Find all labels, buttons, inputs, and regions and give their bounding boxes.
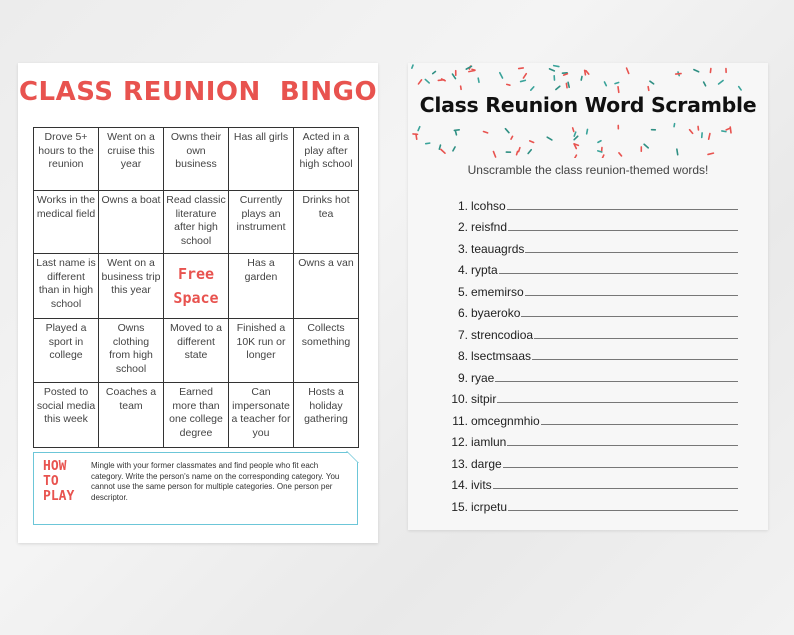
scramble-item bbox=[448, 299, 738, 321]
sprinkle bbox=[574, 132, 576, 136]
bingo-cell: Went on a cruise this year bbox=[99, 128, 164, 191]
sprinkle bbox=[598, 141, 601, 143]
sprinkle bbox=[581, 76, 582, 80]
bingo-cell: Posted to social media this week bbox=[34, 383, 99, 448]
sprinkle bbox=[531, 87, 534, 90]
scramble-item bbox=[448, 363, 738, 385]
sprinkle bbox=[615, 82, 619, 83]
bingo-cell: Owns clothing from high school bbox=[99, 319, 164, 383]
bingo-cell: Moved to a different state bbox=[164, 319, 229, 383]
scramble-item-word: ememirso bbox=[471, 284, 524, 299]
word-scramble-sheet bbox=[408, 63, 768, 530]
scramble-item-word: reisfnd bbox=[471, 220, 508, 234]
answer-line[interactable] bbox=[532, 358, 738, 360]
bingo-cell: Drove 5+ hours to the reunion bbox=[34, 128, 99, 191]
scramble-item-word: lsectmsaas bbox=[471, 349, 532, 363]
bingo-cell: Hosts a holiday gathering bbox=[294, 383, 359, 448]
scramble-title: Class Reunion Word Scramble bbox=[419, 93, 757, 117]
sprinkle bbox=[739, 87, 741, 90]
scramble-item-word: rypta bbox=[471, 263, 498, 277]
sprinkle bbox=[441, 149, 445, 153]
scramble-item-number: 6. bbox=[457, 306, 468, 320]
answer-line[interactable] bbox=[541, 423, 738, 425]
sprinkle bbox=[573, 128, 574, 132]
sprinkle bbox=[564, 74, 568, 75]
sprinkle bbox=[426, 143, 430, 144]
sprinkle bbox=[500, 73, 503, 78]
bingo-cell: Went on a business trip this year bbox=[99, 254, 164, 319]
sprinkle bbox=[472, 69, 475, 70]
sprinkle bbox=[674, 124, 675, 127]
bingo-cell: Owns a van bbox=[294, 254, 359, 319]
sprinkle bbox=[505, 129, 509, 133]
scramble-item-number: 8. bbox=[457, 349, 468, 363]
sprinkle bbox=[493, 152, 495, 157]
sprinkle bbox=[722, 131, 726, 132]
sprinkle bbox=[726, 128, 730, 130]
sprinkle bbox=[602, 155, 604, 158]
answer-line[interactable] bbox=[508, 509, 738, 511]
sprinkle bbox=[598, 151, 602, 152]
scramble-item-number: 11. bbox=[452, 413, 468, 428]
sprinkle bbox=[554, 66, 559, 67]
answer-line[interactable] bbox=[507, 208, 738, 210]
bingo-cell: Read classic literature after high school bbox=[164, 191, 229, 254]
answer-line[interactable] bbox=[525, 251, 738, 253]
sprinkle bbox=[453, 147, 455, 151]
bingo-cell: Coaches a team bbox=[99, 383, 164, 448]
sprinkle bbox=[644, 144, 648, 148]
sprinkle bbox=[648, 87, 649, 91]
sprinkle bbox=[523, 74, 526, 78]
answer-line[interactable] bbox=[534, 337, 738, 339]
sprinkle bbox=[618, 87, 619, 93]
sprinkle bbox=[530, 141, 534, 143]
scramble-item-word: icrpetu bbox=[471, 499, 508, 514]
scramble-item-word: byaeroko bbox=[471, 306, 521, 320]
scramble-item-word: omcegnmhio bbox=[471, 413, 540, 428]
bingo-cell: Acted in a play after high school bbox=[294, 128, 359, 191]
bingo-cell: Has all girls bbox=[229, 128, 294, 191]
sprinkle bbox=[556, 86, 560, 89]
sprinkle bbox=[418, 80, 421, 84]
answer-line[interactable] bbox=[521, 315, 738, 317]
sprinkle bbox=[568, 82, 569, 87]
scramble-item-word: iamlun bbox=[471, 435, 507, 449]
how-to-play-instructions: Mingle with your former classmates and find people who fit each category. Write the person's name on the corresponding category. You cannot use the same person for multiple categories. One person per descriptor. bbox=[91, 461, 340, 502]
scramble-item-word: ivits bbox=[471, 478, 492, 492]
sprinkle bbox=[627, 68, 629, 73]
sprinkle bbox=[478, 78, 479, 82]
how-to-play-label-line: PLAY bbox=[43, 489, 75, 504]
sprinkle bbox=[418, 127, 420, 131]
sprinkle bbox=[575, 155, 577, 158]
sprinkle bbox=[587, 129, 588, 133]
sprinkle bbox=[484, 132, 488, 133]
sprinkle bbox=[709, 134, 710, 140]
scramble-item bbox=[448, 342, 738, 364]
answer-line[interactable] bbox=[495, 380, 738, 382]
how-to-play-label-line: HOW bbox=[43, 459, 67, 474]
sprinkle bbox=[676, 74, 681, 75]
answer-line[interactable] bbox=[497, 401, 738, 403]
sprinkle bbox=[528, 150, 531, 154]
bingo-cell: Last name is different than in high school bbox=[34, 254, 99, 319]
sprinkle bbox=[690, 130, 693, 134]
scramble-item-number: 15. bbox=[451, 499, 468, 514]
sprinkle bbox=[604, 82, 606, 86]
sprinkle bbox=[519, 68, 524, 69]
bingo-cell: Finished a 10K run or longer bbox=[229, 319, 294, 383]
scramble-item-number: 10. bbox=[451, 392, 468, 406]
bingo-free-space: Free Space bbox=[164, 254, 229, 319]
scramble-item-word: lcohso bbox=[471, 198, 506, 213]
scramble-item bbox=[448, 385, 738, 407]
sprinkle bbox=[650, 81, 654, 84]
bingo-cell: Collects something bbox=[294, 319, 359, 383]
answer-line[interactable] bbox=[499, 272, 738, 274]
scramble-item-word: strencodioa bbox=[471, 327, 534, 342]
scramble-item-number: 1. bbox=[457, 198, 468, 213]
bingo-grid bbox=[33, 127, 359, 448]
scramble-item-word: teauagrds bbox=[471, 241, 525, 256]
sprinkle bbox=[507, 84, 510, 85]
scramble-item bbox=[448, 234, 738, 256]
bingo-cell: Owns a boat bbox=[99, 191, 164, 254]
scramble-item bbox=[448, 256, 738, 278]
sprinkle bbox=[719, 80, 724, 84]
scramble-item bbox=[448, 428, 738, 450]
sprinkle bbox=[517, 151, 518, 154]
scramble-subtitle: Unscramble the class reunion-themed words! bbox=[467, 163, 709, 177]
sprinkle bbox=[550, 69, 555, 71]
scramble-item-number: 9. bbox=[457, 370, 468, 385]
sprinkle bbox=[454, 130, 459, 131]
sprinkle bbox=[708, 153, 713, 154]
scramble-item bbox=[448, 406, 738, 428]
answer-line[interactable] bbox=[503, 466, 738, 468]
sprinkle bbox=[694, 70, 699, 72]
bingo-title: CLASS REUNION BINGO bbox=[18, 77, 378, 107]
scramble-item-number: 12. bbox=[451, 435, 468, 449]
sprinkle bbox=[586, 71, 589, 74]
scramble-item-number: 7. bbox=[457, 327, 468, 342]
sprinkle bbox=[461, 86, 462, 89]
answer-line[interactable] bbox=[508, 229, 738, 231]
bingo-cell: Works in the medical field bbox=[34, 191, 99, 254]
sprinkle bbox=[519, 148, 520, 152]
sprinkle bbox=[704, 82, 706, 86]
sprinkle bbox=[619, 153, 622, 156]
scramble-item-number: 14. bbox=[451, 478, 468, 492]
sprinkle bbox=[433, 72, 436, 74]
scramble-item-word: darge bbox=[471, 456, 502, 471]
sprinkle bbox=[439, 145, 440, 149]
bingo-cell: Can impersonate a teacher for you bbox=[229, 383, 294, 448]
bingo-cell: Drinks hot tea bbox=[294, 191, 359, 254]
sprinkle bbox=[521, 80, 526, 81]
bingo-cell: Owns their own business bbox=[164, 128, 229, 191]
answer-line[interactable] bbox=[525, 294, 738, 296]
scramble-item bbox=[448, 320, 738, 342]
answer-line[interactable] bbox=[493, 487, 738, 489]
scramble-word-list bbox=[448, 191, 738, 514]
bingo-card bbox=[18, 63, 378, 543]
scramble-item bbox=[448, 449, 738, 471]
bingo-cell: Played a sport in college bbox=[34, 319, 99, 383]
how-to-play-label-line: TO bbox=[43, 474, 59, 489]
answer-line[interactable] bbox=[507, 444, 738, 446]
scramble-item-number: 13. bbox=[451, 456, 468, 471]
sprinkle bbox=[566, 83, 567, 87]
scramble-item-number: 4. bbox=[457, 263, 468, 277]
how-to-play-label bbox=[43, 459, 83, 504]
sprinkle bbox=[677, 149, 678, 155]
scramble-item-number: 3. bbox=[457, 241, 468, 256]
scramble-item-word: sitpir bbox=[471, 392, 497, 406]
sprinkle bbox=[412, 65, 413, 68]
bingo-cell: Currently plays an instrument bbox=[229, 191, 294, 254]
scramble-item bbox=[448, 471, 738, 493]
sprinkle bbox=[547, 137, 552, 140]
how-to-play-box bbox=[33, 452, 358, 525]
scramble-item-word: ryae bbox=[471, 370, 495, 385]
bingo-cell: Earned more than one college degree bbox=[164, 383, 229, 448]
scramble-item bbox=[448, 213, 738, 235]
scramble-item-number: 2. bbox=[457, 220, 468, 234]
sprinkle bbox=[425, 79, 429, 82]
bingo-cell: Has a garden bbox=[229, 254, 294, 319]
scramble-item bbox=[448, 492, 738, 514]
scramble-item-number: 5. bbox=[457, 284, 468, 299]
scramble-item bbox=[448, 191, 738, 213]
sprinkle bbox=[511, 136, 513, 139]
sprinkle bbox=[469, 71, 475, 72]
scramble-item bbox=[448, 277, 738, 299]
